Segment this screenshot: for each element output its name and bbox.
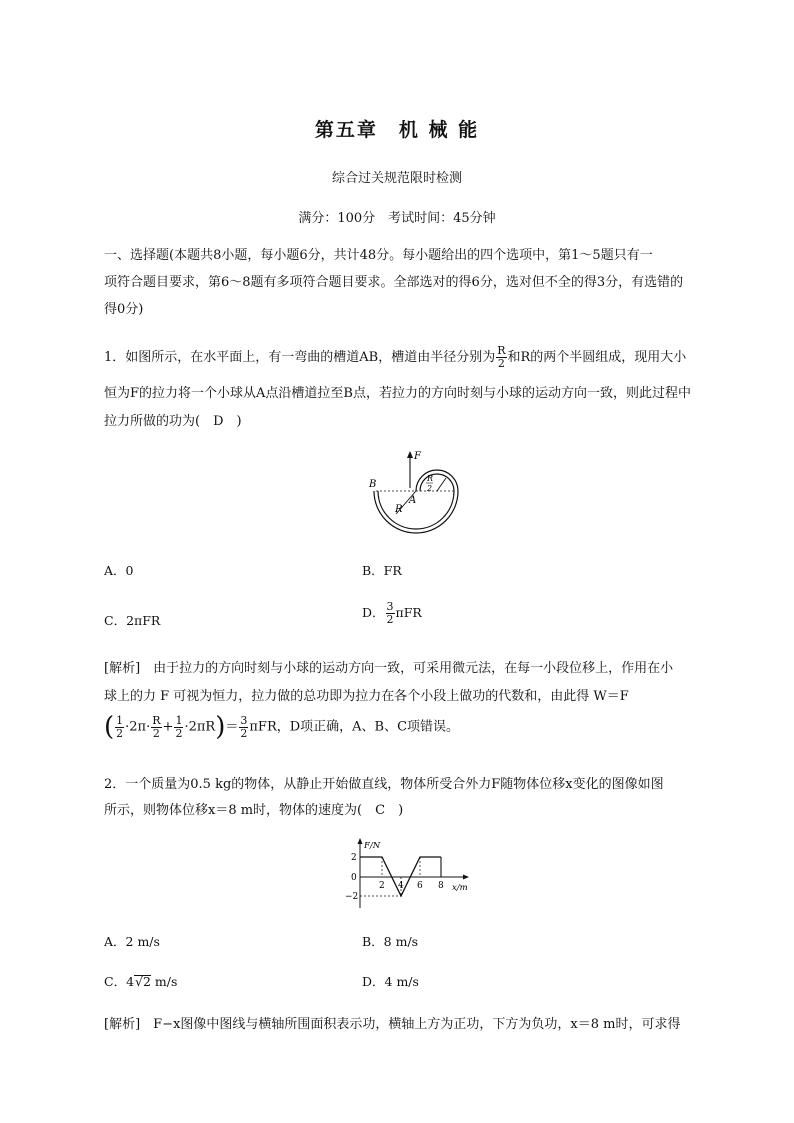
- q2-graph-y-tick-2: 2: [351, 853, 357, 863]
- q2-graph-x-tick-6: 6: [417, 881, 423, 891]
- q1-stem-line-2: 恒为F的拉力将一个小球从A点沿槽道拉至B点，若拉力的方向时刻与小球的运动方向一致，则此过程中: [104, 386, 691, 401]
- q2-force-displacement-graph: [338, 836, 478, 910]
- q1-analysis-line-1: [104, 656, 718, 681]
- q1-analysis-frac-2: [151, 715, 161, 740]
- q1-stem-line-1: [104, 345, 718, 370]
- q2-stem-line-2: 所示，则物体位移x＝8 m时，物体的速度为( C ): [104, 803, 404, 818]
- q2-graph-x-tick-4: 4: [398, 881, 404, 891]
- q1-analysis-text-1: 由于拉力的方向时刻与小球的运动方向一致，可采用微元法，在每一小段位移上，作用在小: [140, 661, 674, 676]
- q2-analysis-tag: [解析]: [104, 1017, 141, 1032]
- q1-option-c: C．2πFR: [104, 613, 161, 628]
- q2-option-a: A．2 m/s: [104, 934, 160, 949]
- q1-analysis-frac-4-den: 2: [240, 726, 248, 740]
- q1-frac-den: 2: [497, 357, 505, 370]
- q1-analysis-frac-1-num: 1: [116, 713, 124, 727]
- q1-analysis-frac-2-num: R: [152, 713, 161, 727]
- q1-stem-text-a: 1．如图所示，在水平面上，有一弯曲的槽道AB，槽道由半径分别为: [104, 350, 496, 365]
- q1-analysis-equals: ＝: [225, 719, 239, 735]
- q1-analysis-open-paren: (: [104, 712, 115, 742]
- q1-label-F: F: [414, 451, 421, 462]
- q1-analysis-tag: [解析]: [104, 661, 141, 676]
- q1-option-a: A．0: [104, 563, 134, 578]
- q1-analysis-frac-3: [174, 715, 183, 740]
- q2-stem-line-1: 2．一个质量为0.5 kg的物体，从静止开始做直线，物体所受合外力F随物体位移x变化的图像如图: [104, 777, 664, 792]
- q1-stem-line-3: 拉力所做的功为( D ): [104, 414, 242, 429]
- q1-analysis-term-1: ·2π·: [125, 719, 151, 735]
- page-subtitle: 综合过关规范限时检测: [331, 171, 462, 186]
- q1-analysis-line-2: 球上的力 F 可视为恒力，拉力做的总功即为拉力在各个小段上做功的代数和，由此得 W＝F: [104, 689, 629, 704]
- q1-option-d: [362, 601, 422, 626]
- q2-graph-y-tick-0: 0: [351, 873, 357, 883]
- q2-option-c: [104, 972, 177, 990]
- q2-graph-x-tick-2: 2: [379, 881, 385, 891]
- q1-analysis-conclusion: πFR，D项正确，A、B、C项错误。: [249, 719, 460, 735]
- q2-graph-x-tick-8: 8: [438, 881, 444, 891]
- q1-analysis-plus: +: [162, 719, 174, 735]
- q1-analysis-frac-1: [115, 715, 124, 740]
- q1-label-half-R-num: R: [427, 474, 434, 483]
- q2-option-c-sqrt: √2: [135, 974, 151, 989]
- q1-option-d-fraction: [386, 601, 395, 626]
- q1-analysis-frac-1-den: 2: [116, 726, 124, 740]
- q2-option-d: D．4 m/s: [362, 974, 419, 989]
- q1-label-A: A: [409, 495, 417, 506]
- q2-option-c-unit: m/s: [150, 974, 178, 989]
- q1-analysis-frac-2-den: 2: [152, 726, 160, 740]
- q2-option-c-radicand: 2: [143, 974, 151, 989]
- q2-graph-y-tick-neg2: −2: [345, 892, 359, 902]
- q1-option-d-num: 3: [386, 600, 394, 613]
- q1-analysis-frac-3-num: 1: [175, 713, 183, 727]
- q1-analysis-frac-4-num: 3: [240, 713, 248, 727]
- q2-analysis-line-1: [104, 1012, 718, 1037]
- section-instruction-line-2: 项符合题目要求，第6～8题有多项符合题目要求。全部选对的得6分，选对但不全的得3分，有选错的: [104, 275, 684, 290]
- q1-analysis-line-3: [104, 710, 718, 745]
- q1-option-d-text: πFR: [395, 605, 422, 620]
- q1-option-d-den: 2: [386, 613, 394, 626]
- q2-analysis-text-1: F−x图像中图线与横轴所围面积表示功，横轴上方为正功，下方为负功，x＝8 m时，可求得: [140, 1017, 681, 1032]
- q1-analysis-frac-3-den: 2: [175, 726, 183, 740]
- q1-label-B: B: [369, 479, 377, 490]
- q1-option-b: B．FR: [362, 563, 402, 578]
- q1-option-d-label: D．: [362, 605, 385, 620]
- exam-meta: 满分：100分 考试时间：45分钟: [298, 211, 496, 226]
- q2-graph-ylabel: F/N: [364, 841, 381, 851]
- section-instruction-line-3: 得0分): [104, 302, 144, 317]
- q1-frac-num: R: [497, 344, 506, 357]
- q1-label-R: R: [395, 504, 403, 515]
- q1-stem-fraction: [496, 345, 506, 370]
- q1-stem-text-b: 和R的两个半圆组成，现用大小: [507, 350, 687, 365]
- q1-label-half-R-den: 2: [427, 484, 433, 493]
- q2-graph-xlabel: x/m: [452, 883, 468, 893]
- q1-channel-figure: [366, 448, 476, 552]
- q2-option-b: B．8 m/s: [362, 934, 419, 949]
- q2-option-c-label: C．4: [104, 974, 135, 989]
- section-instruction-line-1: 一、选择题(本题共8小题，每小题6分，共计48分。每小题给出的四个选项中，第1～5题只有一: [104, 248, 653, 263]
- q1-analysis-close-paren: ): [215, 712, 226, 742]
- q1-analysis-term-3: ·2πR: [184, 719, 216, 735]
- page-title: 第五章 机 械 能: [314, 119, 480, 141]
- q1-analysis-frac-4: [239, 715, 248, 740]
